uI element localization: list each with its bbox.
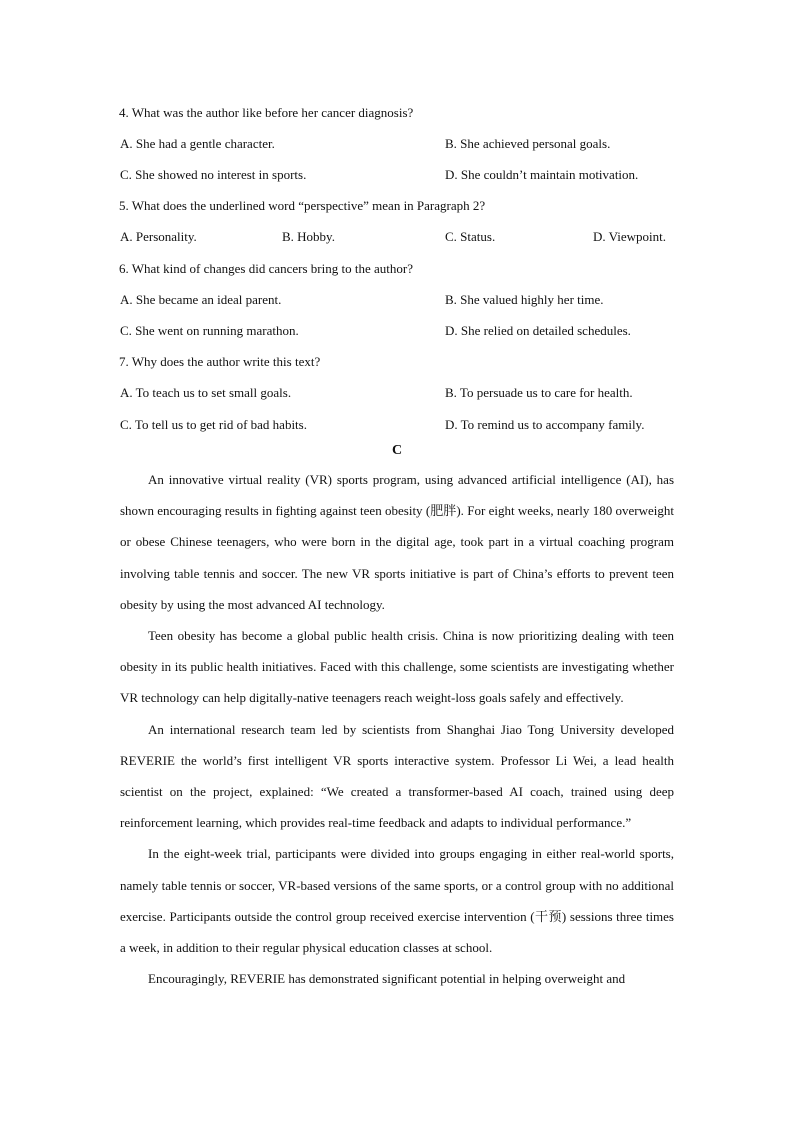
question-6-stem: 6. What kind of changes did cancers bring to the author? [119, 261, 413, 276]
passage-paragraph-2: Teen obesity has become a global public health crisis. China is now prioritizing dealing with teen obesity in its public health initiatives. Faced with this challenge, some scientists are investigating whether VR technology can help digitally-native teenagers reach weight-loss goals safely and effectively. [120, 628, 674, 706]
question-5-option-d: D. Viewpoint. [593, 229, 667, 244]
passage-paragraph-4: In the eight-week trial, participants were divided into groups engaging in either real-world sports, namely table tennis or soccer, VR-based versions of the same sports, or a control group with no additional exercise. Participants outside the control group received exercise intervention (干预) sessions three times a week, in addition to their regular physical education classes at school. [120, 846, 674, 956]
passage-c [120, 464, 674, 994]
question-4-option-d: D. She couldn’t maintain motivation. [445, 167, 639, 182]
question-5-option-c: C. Status. [445, 229, 496, 244]
question-7-stem: 7. Why does the author write this text? [119, 354, 321, 369]
question-4-option-a: A. She had a gentle character. [120, 136, 275, 151]
question-7-option-b: B. To persuade us to care for health. [445, 385, 633, 400]
section-heading: C [391, 443, 403, 458]
question-6-option-a: A. She became an ideal parent. [120, 292, 282, 307]
question-5-stem: 5. What does the underlined word “perspective” mean in Paragraph 2? [119, 198, 486, 213]
passage-paragraph-3: An international research team led by scientists from Shanghai Jiao Tong University developed REVERIE the world’s first intelligent VR sports interactive system. Professor Li Wei, a lead health scientist on the project, explained: “We created a transformer-based AI coach, trained using deep reinforcement learning, which provides real-time feedback and adapts to individual performance.” [120, 721, 674, 831]
question-5-option-b: B. Hobby. [282, 229, 335, 244]
question-6-option-b: B. She valued highly her time. [445, 292, 604, 307]
question-6-option-c: C. She went on running marathon. [120, 323, 299, 338]
question-7-option-d: D. To remind us to accompany family. [445, 417, 645, 432]
passage-paragraph-1: An innovative virtual reality (VR) sports program, using advanced artificial intelligence (AI), has shown encouraging results in fighting against teen obesity (肥胖). For eight weeks, nearly 180 overweight or obese Chinese teenagers, who were born in the digital age, took part in a virtual coaching program involving table tennis and soccer. The new VR sports initiative is part of China’s efforts to prevent teen obesity by using the most advanced AI technology. [120, 472, 674, 612]
question-4-option-b: B. She achieved personal goals. [445, 136, 611, 151]
question-5-option-a: A. Personality. [120, 229, 197, 244]
passage-paragraph-5: Encouragingly, REVERIE has demonstrated significant potential in helping overweight and [148, 971, 626, 987]
question-4-option-c: C. She showed no interest in sports. [120, 167, 307, 182]
question-7-option-c: C. To tell us to get rid of bad habits. [120, 417, 307, 432]
question-7-option-a: A. To teach us to set small goals. [120, 385, 292, 400]
question-4-stem: 4. What was the author like before her cancer diagnosis? [119, 105, 414, 120]
question-6-option-d: D. She relied on detailed schedules. [445, 323, 631, 338]
